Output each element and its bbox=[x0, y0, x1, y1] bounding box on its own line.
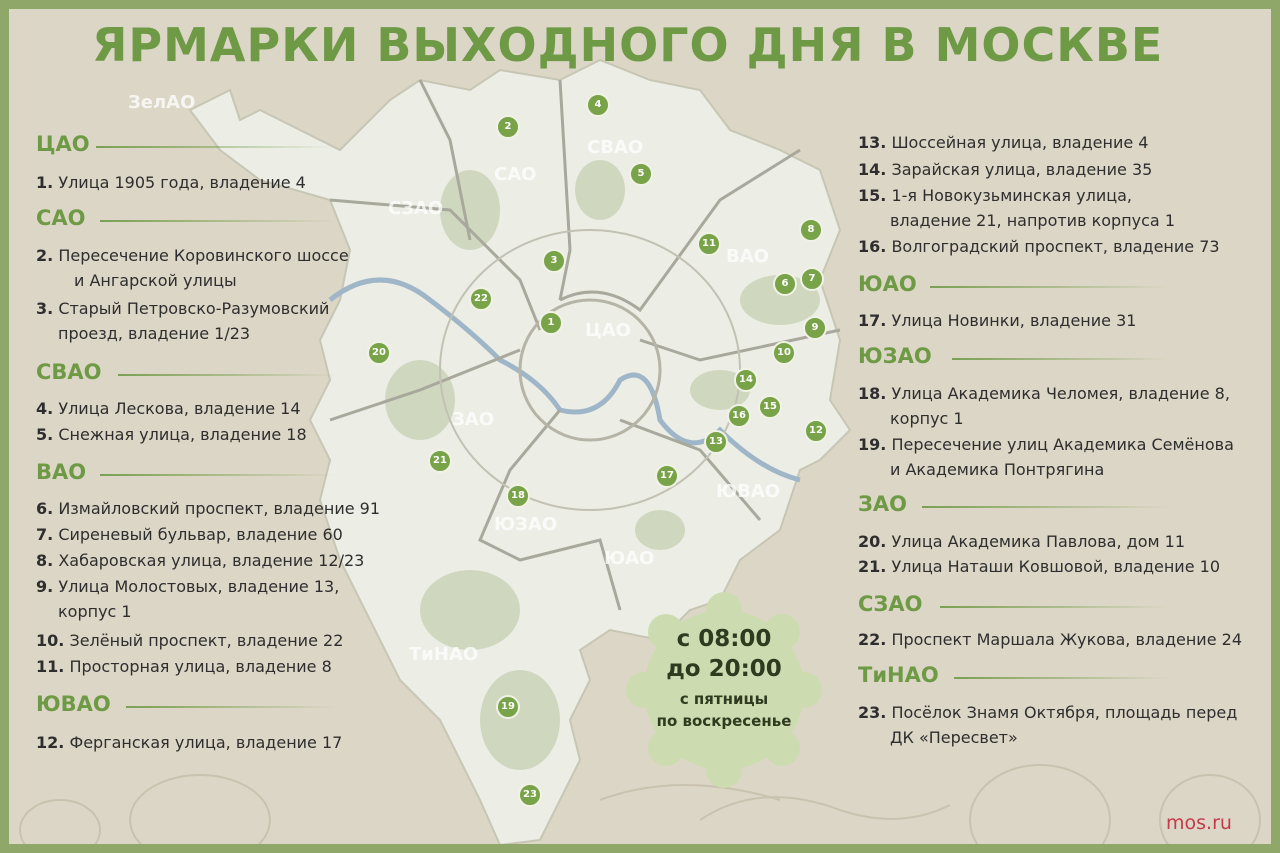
list-item-15: 15. 1-я Новокузьминская улица, владение 21, напротив корпуса 1 bbox=[858, 186, 1175, 230]
map-pin-19[interactable]: 19 bbox=[496, 695, 520, 719]
list-item-8: 8. Хабаровская улица, владение 12/23 bbox=[36, 551, 365, 570]
district-label-szao: СЗАО bbox=[388, 198, 444, 219]
map-pin-11[interactable]: 11 bbox=[697, 232, 721, 256]
section-heading-yuzao: ЮЗАО bbox=[858, 344, 932, 368]
map-pin-22[interactable]: 22 bbox=[469, 287, 493, 311]
map-pin-10[interactable]: 10 bbox=[772, 341, 796, 365]
section-heading-tinao: ТиНАО bbox=[858, 663, 939, 687]
page-title: ЯРМАРКИ ВЫХОДНОГО ДНЯ В МОСКВЕ bbox=[92, 18, 1164, 72]
district-label-zelao: ЗелАО bbox=[128, 92, 196, 113]
section-heading-svao: СВАО bbox=[36, 360, 102, 384]
map-pin-17[interactable]: 17 bbox=[655, 464, 679, 488]
list-item-13: 13. Шоссейная улица, владение 4 bbox=[858, 133, 1149, 152]
district-label-sao: САО bbox=[494, 164, 537, 185]
map-pin-8[interactable]: 8 bbox=[799, 218, 823, 242]
section-heading-sao: САО bbox=[36, 206, 86, 230]
map-pin-23[interactable]: 23 bbox=[518, 783, 542, 807]
list-item-11: 11. Просторная улица, владение 8 bbox=[36, 657, 332, 676]
list-item-22: 22. Проспект Маршала Жукова, владение 24 bbox=[858, 630, 1242, 649]
list-item-21: 21. Улица Наташи Ковшовой, владение 10 bbox=[858, 557, 1220, 576]
list-item-18: 18. Улица Академика Челомея, владение 8, корпус 1 bbox=[858, 384, 1230, 428]
list-item-7: 7. Сиреневый бульвар, владение 60 bbox=[36, 525, 343, 544]
list-item-20: 20. Улица Академика Павлова, дом 11 bbox=[858, 532, 1185, 551]
list-item-4: 4. Улица Лескова, владение 14 bbox=[36, 399, 301, 418]
map-pin-20[interactable]: 20 bbox=[367, 341, 391, 365]
map-pin-14[interactable]: 14 bbox=[734, 368, 758, 392]
map-pin-15[interactable]: 15 bbox=[758, 395, 782, 419]
map-pin-1[interactable]: 1 bbox=[539, 311, 563, 335]
map-pin-13[interactable]: 13 bbox=[704, 430, 728, 454]
district-label-yuao: ЮАО bbox=[604, 548, 655, 569]
district-label-vao: ВАО bbox=[726, 246, 769, 267]
list-item-6: 6. Измайловский проспект, владение 91 bbox=[36, 499, 381, 518]
schedule-days-start: с пятницы bbox=[679, 690, 769, 708]
map-pin-2[interactable]: 2 bbox=[496, 115, 520, 139]
map-pin-18[interactable]: 18 bbox=[506, 484, 530, 508]
list-item-1: 1. Улица 1905 года, владение 4 bbox=[36, 173, 306, 192]
list-item-3: 3. Старый Петровско-Разумовский проезд, владение 1/23 bbox=[36, 299, 330, 343]
map-pin-7[interactable]: 7 bbox=[800, 267, 824, 291]
schedule-from: с 08:00 bbox=[676, 626, 772, 652]
list-item-16: 16. Волгоградский проспект, владение 73 bbox=[858, 237, 1220, 256]
section-heading-zao: ЗАО bbox=[858, 492, 907, 516]
district-label-yuvao: ЮВАО bbox=[716, 481, 781, 502]
map-pin-21[interactable]: 21 bbox=[428, 449, 452, 473]
district-label-svao: СВАО bbox=[587, 137, 644, 158]
list-item-14: 14. Зарайская улица, владение 35 bbox=[858, 160, 1153, 179]
map-pin-4[interactable]: 4 bbox=[586, 93, 610, 117]
district-label-cao: ЦАО bbox=[585, 320, 631, 341]
section-heading-vao: ВАО bbox=[36, 460, 86, 484]
section-heading-yuvao: ЮВАО bbox=[36, 692, 111, 716]
section-heading-cao: ЦАО bbox=[36, 132, 90, 156]
section-heading-yuao: ЮАО bbox=[858, 272, 917, 296]
list-item-9: 9. Улица Молостовых, владение 13, корпус 1 bbox=[36, 577, 340, 621]
map-pin-16[interactable]: 16 bbox=[727, 404, 751, 428]
list-item-10: 10. Зелёный проспект, владение 22 bbox=[36, 631, 344, 650]
district-label-zao: ЗАО bbox=[452, 409, 495, 430]
list-item-12: 12. Ферганская улица, владение 17 bbox=[36, 733, 343, 752]
map-pin-6[interactable]: 6 bbox=[773, 272, 797, 296]
list-item-5: 5. Снежная улица, владение 18 bbox=[36, 425, 307, 444]
section-heading-szao: СЗАО bbox=[858, 592, 922, 616]
list-item-2: 2. Пересечение Коровинского шоссе и Ангарской улицы bbox=[36, 246, 349, 290]
map-pin-12[interactable]: 12 bbox=[804, 419, 828, 443]
list-item-23: 23. Посёлок Знамя Октября, площадь перед ДК «Пересвет» bbox=[858, 703, 1238, 747]
schedule-badge bbox=[620, 624, 828, 732]
map-pin-5[interactable]: 5 bbox=[629, 162, 653, 186]
map-pin-9[interactable]: 9 bbox=[803, 316, 827, 340]
list-item-19: 19. Пересечение улиц Академика Семёнова и Академика Понтрягина bbox=[858, 435, 1234, 479]
list-item-17: 17. Улица Новинки, владение 31 bbox=[858, 311, 1137, 330]
district-label-yuzao: ЮЗАО bbox=[494, 514, 558, 535]
schedule-to: до 20:00 bbox=[666, 656, 782, 682]
map-pin-3[interactable]: 3 bbox=[542, 249, 566, 273]
mos-ru-logo[interactable]: mos.ru bbox=[1166, 812, 1232, 834]
district-label-tinao: ТиНАО bbox=[409, 644, 479, 665]
schedule-days-end: по воскресенье bbox=[656, 712, 792, 730]
